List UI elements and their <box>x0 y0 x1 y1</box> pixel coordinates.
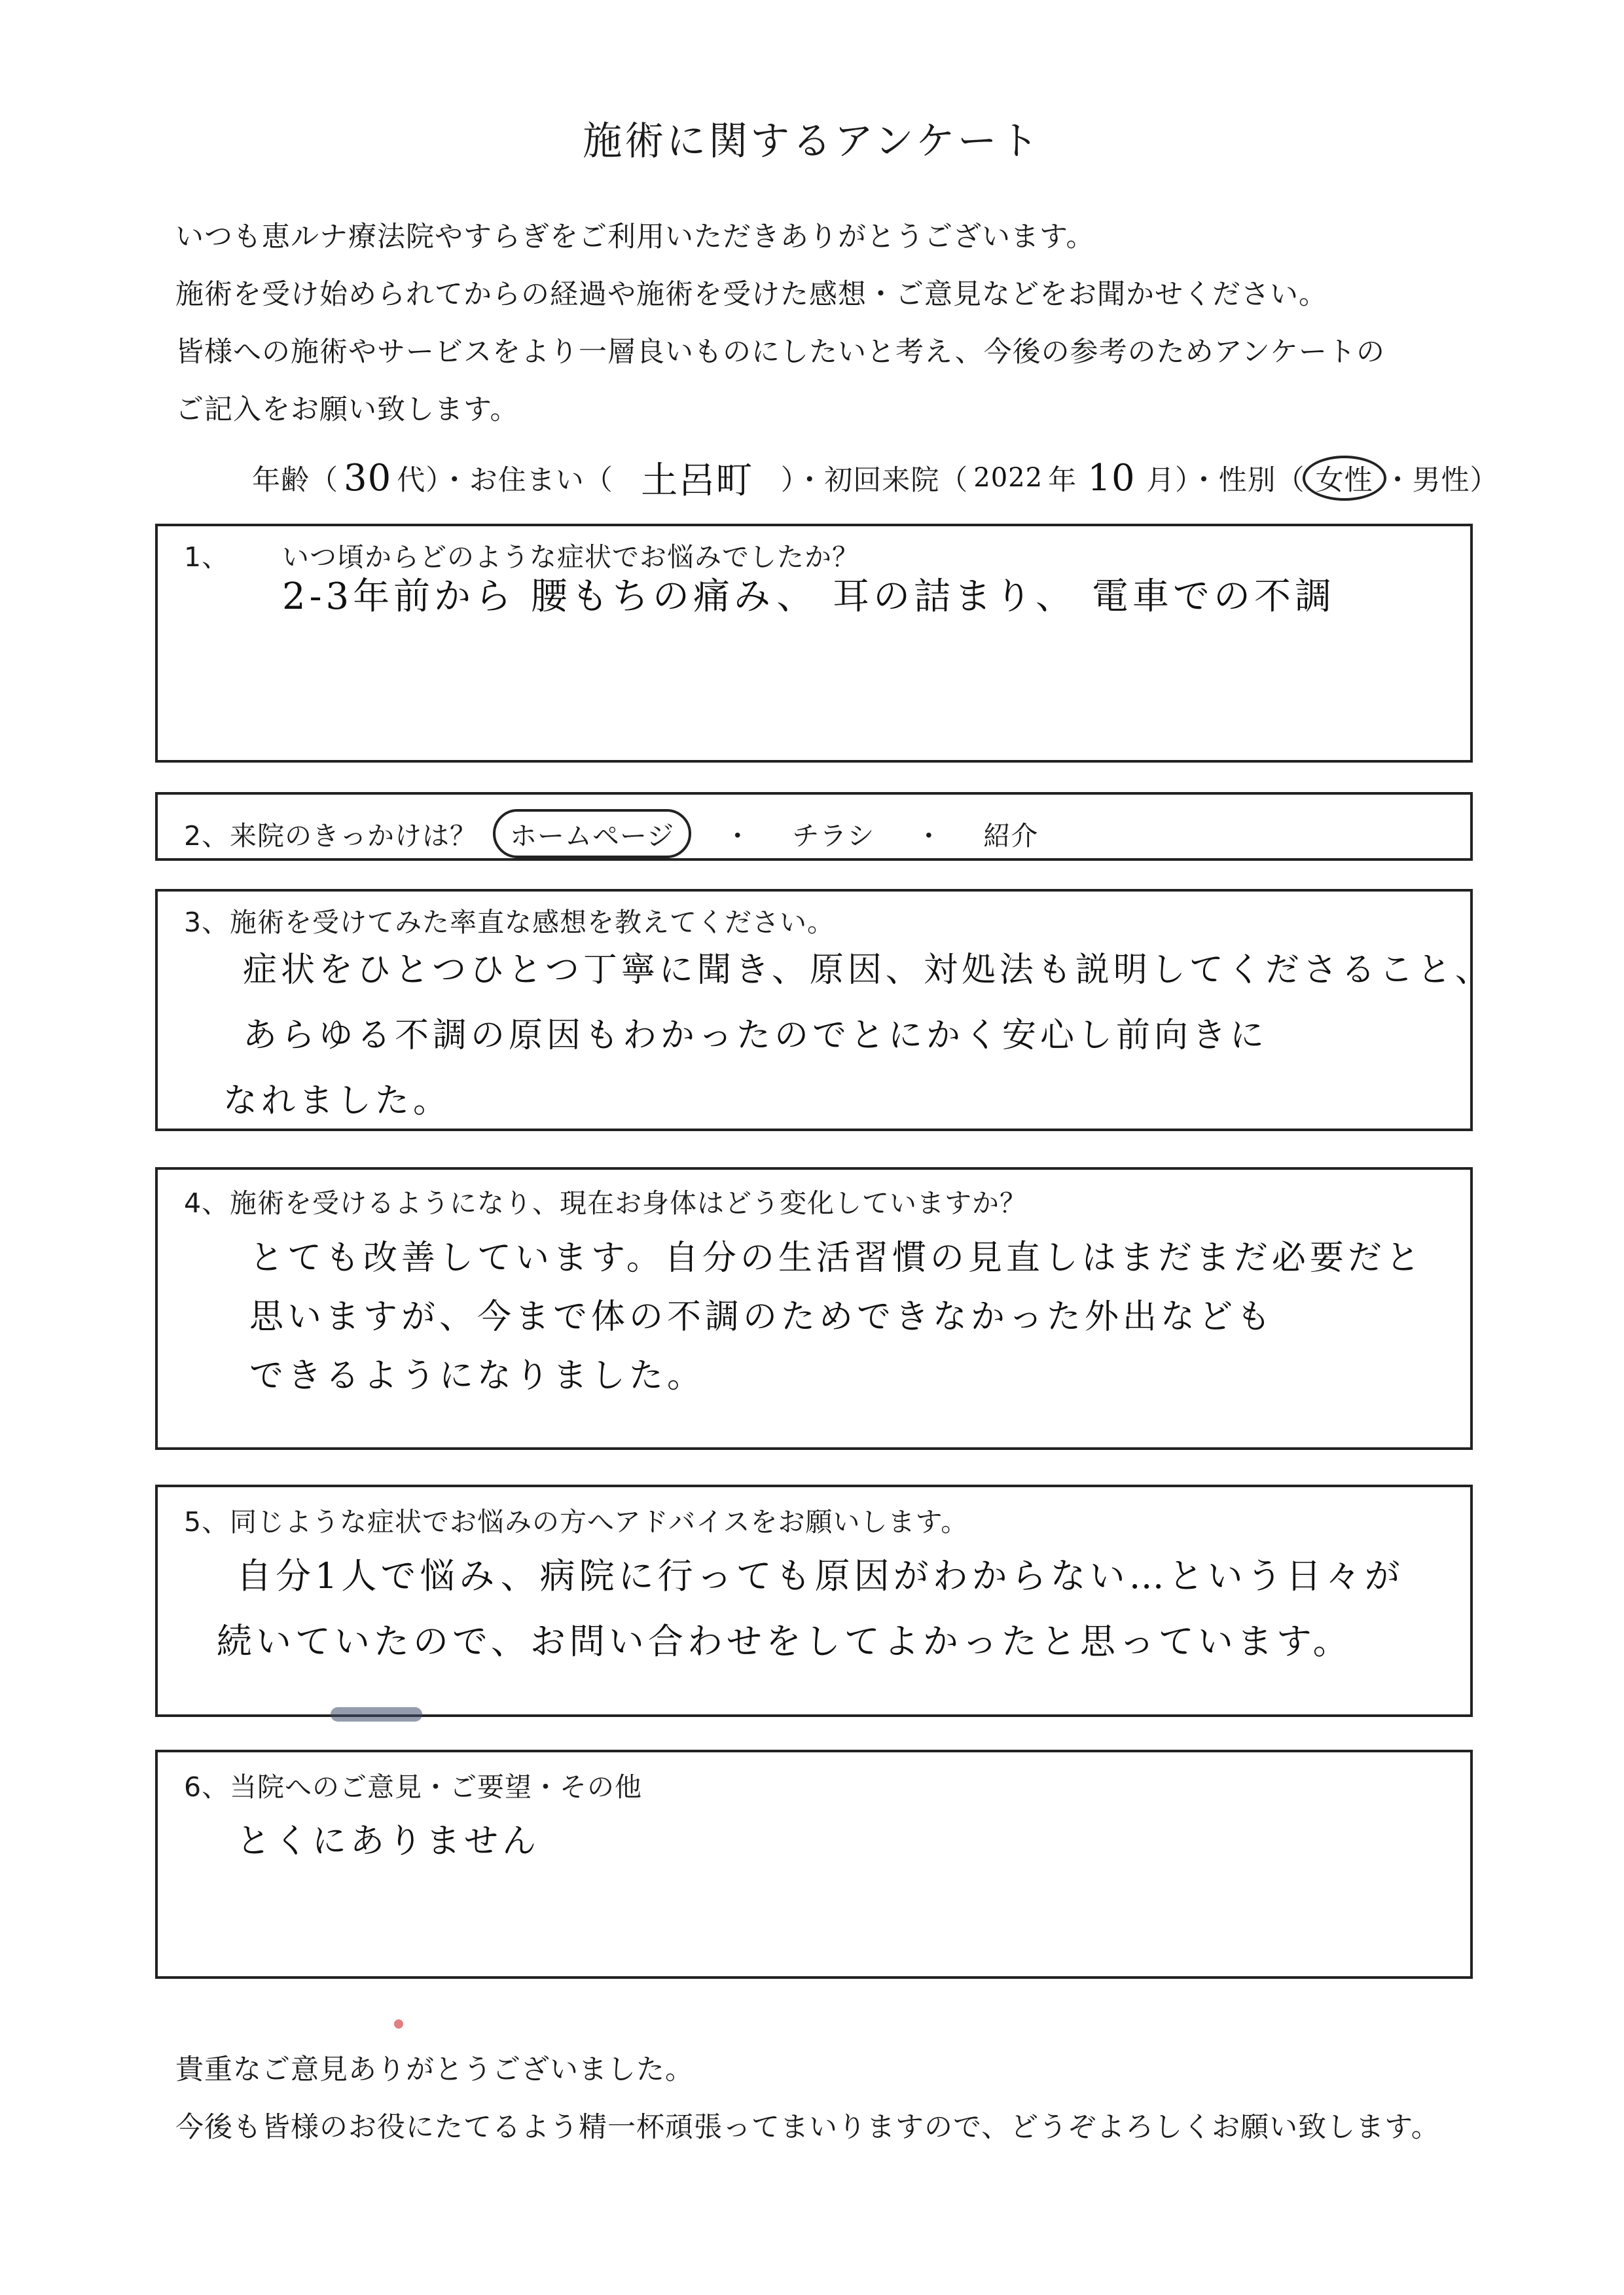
first-visit-label: 初回来院（ <box>824 463 969 497</box>
question-box-5 <box>155 1485 1473 1717</box>
intro-text <box>175 208 1485 439</box>
question-text: いつ頃からどのような症状でお悩みでしたか？ <box>282 541 859 573</box>
question-number: 5、 <box>184 1506 230 1538</box>
answer-line: 思いますが、今まで体の不調のためできなかった外出なども <box>249 1297 1275 1337</box>
residence-field[interactable]: 土呂町 <box>641 460 753 502</box>
answer-3[interactable] <box>223 937 1493 1134</box>
page-title: 施術に関するアンケート <box>583 118 1041 164</box>
question-6-label <box>184 1765 642 1804</box>
answer-line: 続いていたので、お問い合わせをしてよかったと思っています。 <box>217 1621 1352 1662</box>
year-unit: 年 <box>1048 463 1077 497</box>
answer-line: 症状をひとつひとつ丁寧に聞き、原因、対処法も説明してくださること、 <box>243 950 1493 990</box>
question-2-label <box>184 809 1038 858</box>
question-text: 施術を受けてみた率直な感想を教えてください。 <box>230 907 835 938</box>
option-homepage[interactable]: ホームページ <box>493 809 691 858</box>
question-3-label <box>184 901 835 939</box>
answer-4[interactable] <box>249 1229 1424 1405</box>
month-field[interactable]: 10 <box>1087 456 1136 499</box>
answer-line: できるようになりました。 <box>249 1356 706 1396</box>
answer-line: 自分1人で悩み、病院に行っても原因がわからない…という日々が <box>236 1555 1404 1597</box>
question-5-label <box>184 1500 968 1539</box>
year-field[interactable]: 2022 <box>973 463 1043 493</box>
question-box-2 <box>155 792 1473 861</box>
question-text: 来院のきっかけは？ <box>230 820 477 852</box>
intro-line: ご記入をお願い致します。 <box>175 393 519 426</box>
profile-row: 年齢（ 30 代）・お住まい（ 土呂町 ）・初回来院（ 2022 年 10 月）・性別（ 女性 ・男性） <box>252 452 1496 504</box>
gender-female-option[interactable]: 女性 <box>1303 456 1386 501</box>
answer-1[interactable] <box>282 563 1335 631</box>
answer-line: 2-3年前から 腰もちの痛み、 耳の詰まり、 電車での不調 <box>282 575 1335 618</box>
question-text: 当院へのご意見・ご要望・その他 <box>230 1771 642 1803</box>
gender-male-option[interactable]: ・男性） <box>1383 463 1499 497</box>
intro-line: 施術を受け始められてからの経過や施術を受けた感想・ご意見などをお聞かせください。 <box>175 278 1327 311</box>
closing-line: 貴重なご意見ありがとうございました。 <box>175 2053 694 2086</box>
closing-text <box>175 2041 1517 2156</box>
question-number: 3、 <box>184 907 230 938</box>
answer-6[interactable] <box>236 1807 540 1875</box>
intro-line: いつも恵ルナ療法院やすらぎをご利用いただきありがとうございます。 <box>175 221 1095 253</box>
option-separator: ・ <box>724 820 752 852</box>
answer-5[interactable] <box>217 1544 1404 1674</box>
question-box-4 <box>155 1167 1473 1450</box>
residence-label: お住まい（ <box>469 463 613 497</box>
question-number: 6、 <box>184 1771 230 1803</box>
answer-line: とても改善しています。自分の生活習慣の見直しはまだまだ必要だと <box>249 1238 1424 1278</box>
option-flyer[interactable]: チラシ <box>792 820 875 852</box>
question-number: 4、 <box>184 1187 230 1219</box>
question-box-1 <box>155 524 1473 763</box>
closing-line: 今後も皆様のお役にたてるよう精一杯頑張ってまいりますので、どうぞよろしくお願い致します。 <box>175 2111 1440 2144</box>
age-suffix: 代）・ <box>397 463 469 497</box>
option-referral[interactable]: 紹介 <box>983 820 1039 852</box>
age-field[interactable]: 30 <box>344 456 392 499</box>
age-label: 年齢 <box>252 463 310 497</box>
ink-dot <box>394 2019 403 2029</box>
residence-suffix: ）・ <box>780 463 825 497</box>
gender-label: 性別（ <box>1218 463 1305 497</box>
answer-line: とくにありません <box>236 1822 541 1861</box>
question-text: 同じような症状でお悩みの方へアドバイスをお願いします。 <box>230 1506 969 1538</box>
question-number: 1、 <box>184 541 230 573</box>
answer-line: あらゆる不調の原因もわかったのでとにかく安心し前向きに <box>243 1016 1269 1055</box>
month-unit: 月）・ <box>1146 463 1219 497</box>
question-4-label <box>184 1182 1027 1220</box>
question-number: 2、 <box>184 820 230 852</box>
question-text: 施術を受けるようになり、現在お身体はどう変化していますか？ <box>230 1187 1027 1219</box>
ink-smudge <box>331 1707 422 1722</box>
option-separator: ・ <box>915 820 943 852</box>
answer-line: なれました。 <box>223 1081 452 1121</box>
question-box-3 <box>155 889 1493 1131</box>
intro-line: 皆様への施術やサービスをより一層良いものにしたいと考え、今後の参考のためアンケートの <box>175 336 1385 369</box>
question-box-6 <box>155 1750 1473 1979</box>
